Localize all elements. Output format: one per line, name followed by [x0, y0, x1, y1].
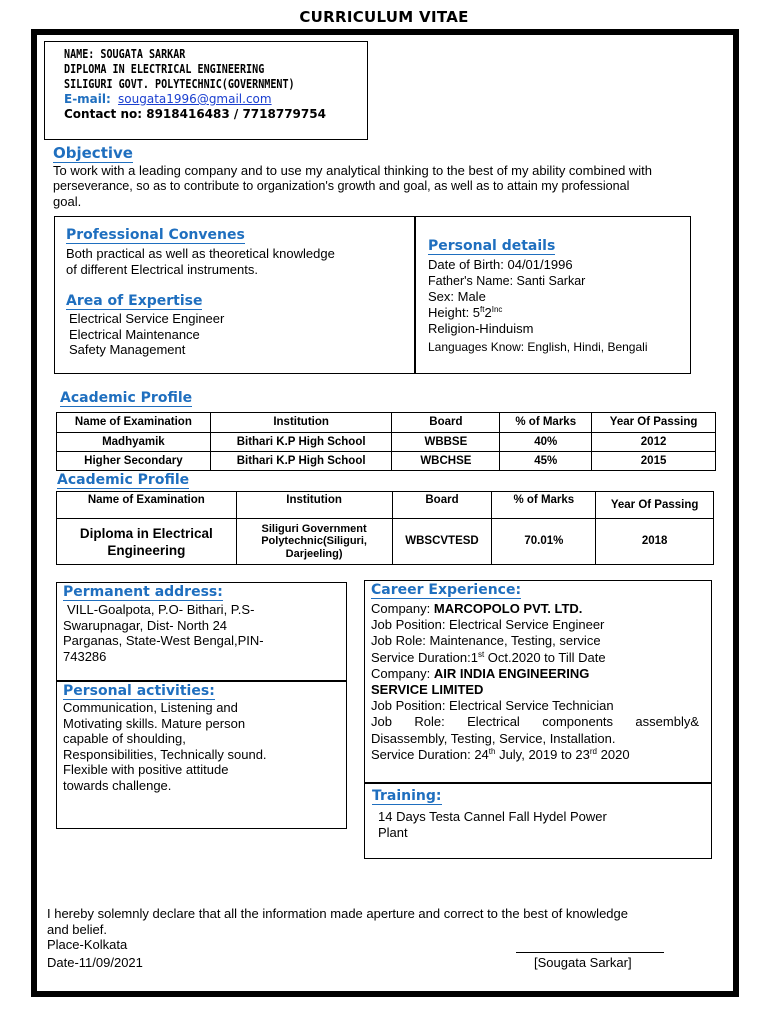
career-text: Company: MARCOPOLO PVT. LTD. Job Position: Electrical Service Engineer Job Role: Maintenance, Testing, service Service Duration:1st Oct.2020 to Till Date Company: AIR INDIA ENGINEERING SERVICE LIMITED Job Position: Electrical Service Technician Job Role: Electrical components assembly& Disassembly, Testing, Service, Installation. Service Duration: 24th July, 2019 to 23rd 2020: [371, 601, 699, 762]
table-row: Madhyamik Bithari K.P High School WBBSE 40% 2012: [57, 433, 716, 452]
date: Date-11/09/2021: [47, 955, 143, 970]
activities-text: Communication, Listening and Motivating skills. Mature person capable of shoulding, Responsibilities, Technically sound. Flexible with positive attitude towards challenge.: [63, 700, 267, 793]
institute: SILIGURI GOVT. POLYTECHNIC(GOVERNMENT): [64, 77, 295, 91]
academic-table-1: [56, 412, 716, 471]
expertise-item: Electrical Service Engineer: [69, 311, 225, 326]
email-label: E-mail:: [64, 92, 111, 106]
personal-heading: Personal details: [428, 238, 556, 254]
training-heading: Training:: [372, 788, 442, 804]
objective-text: To work with a leading company and to use my analytical thinking to the best of my ability combined with perseverance, so as to contribute to organization's growth and goal, as well as to attain my professional goal.: [53, 163, 653, 209]
height: Height: $5^{ft}2^{Inc}$: [428, 305, 503, 320]
place: Place-Kolkata: [47, 937, 128, 952]
religion: Religion-Hinduism: [428, 321, 534, 336]
address-divider: [57, 680, 346, 682]
table-row: Higher Secondary Bithari K.P High School WBCHSE 45% 2015: [57, 452, 716, 471]
expertise-heading: Area of Expertise: [66, 293, 203, 309]
header-box: [44, 41, 368, 140]
table-row: Diploma in Electrical Engineering Siliguri Government Polytechnic(Siliguri, Darjeeling) WBSCVTESD 70.01% 2018: [57, 519, 714, 565]
box-divider: [414, 217, 416, 373]
academic-heading-2: Academic Profile: [57, 472, 190, 488]
declaration-text: I hereby solemnly declare that all the information made aperture and correct to the best of knowledge and belief. Place-Kolkata: [47, 906, 628, 952]
address-text: VILL-Goalpota, P.O- Bithari, P.S- Swarupnagar, Dist- North 24 Parganas, State-West Bengal,PIN- 743286: [63, 602, 264, 664]
expertise-item: Electrical Maintenance: [69, 326, 200, 342]
sex: Sex: Male: [428, 289, 486, 304]
father-name: Father's Name: Santi Sarkar: [428, 274, 586, 288]
objective-heading: Objective: [53, 144, 133, 162]
qualification: DIPLOMA IN ELECTRICAL ENGINEERING: [64, 62, 265, 76]
career-divider: [365, 782, 711, 784]
career-heading: Career Experience:: [371, 582, 522, 598]
academic-heading-1: Academic Profile: [60, 390, 193, 406]
table-header-row: Name of Examination Institution Board % of Marks Year Of Passing: [57, 492, 714, 519]
contact-number: Contact no: 8918416483 / 7718779754: [64, 107, 326, 121]
email-link[interactable]: sougata1996@gmail.com: [118, 92, 272, 106]
signature-line: [516, 952, 664, 953]
signature-name: [Sougata Sarkar]: [534, 955, 632, 970]
dob: Date of Birth: 04/01/1996: [428, 257, 573, 272]
personal-details: [428, 257, 647, 355]
convenes-text: Both practical as well as theoretical knowledge of different Electrical instruments.: [66, 246, 335, 277]
activities-heading: Personal activities:: [63, 683, 215, 699]
languages: Languages Know: English, Hindi, Bengali: [428, 340, 648, 354]
academic-table-2: [56, 491, 714, 565]
training-text: 14 Days Testa Cannel Fall Hydel Power Plant: [378, 809, 607, 840]
candidate-name: NAME: SOUGATA SARKAR: [64, 47, 186, 61]
expertise-item: Safety Management: [69, 342, 186, 357]
convenes-heading: Professional Convenes: [66, 227, 245, 243]
expertise-list: [69, 311, 224, 358]
document-title: CURRICULUM VITAE: [299, 8, 469, 26]
table-header-row: Name of Examination Institution Board % of Marks Year Of Passing: [57, 413, 716, 433]
address-heading: Permanent address:: [63, 584, 223, 600]
